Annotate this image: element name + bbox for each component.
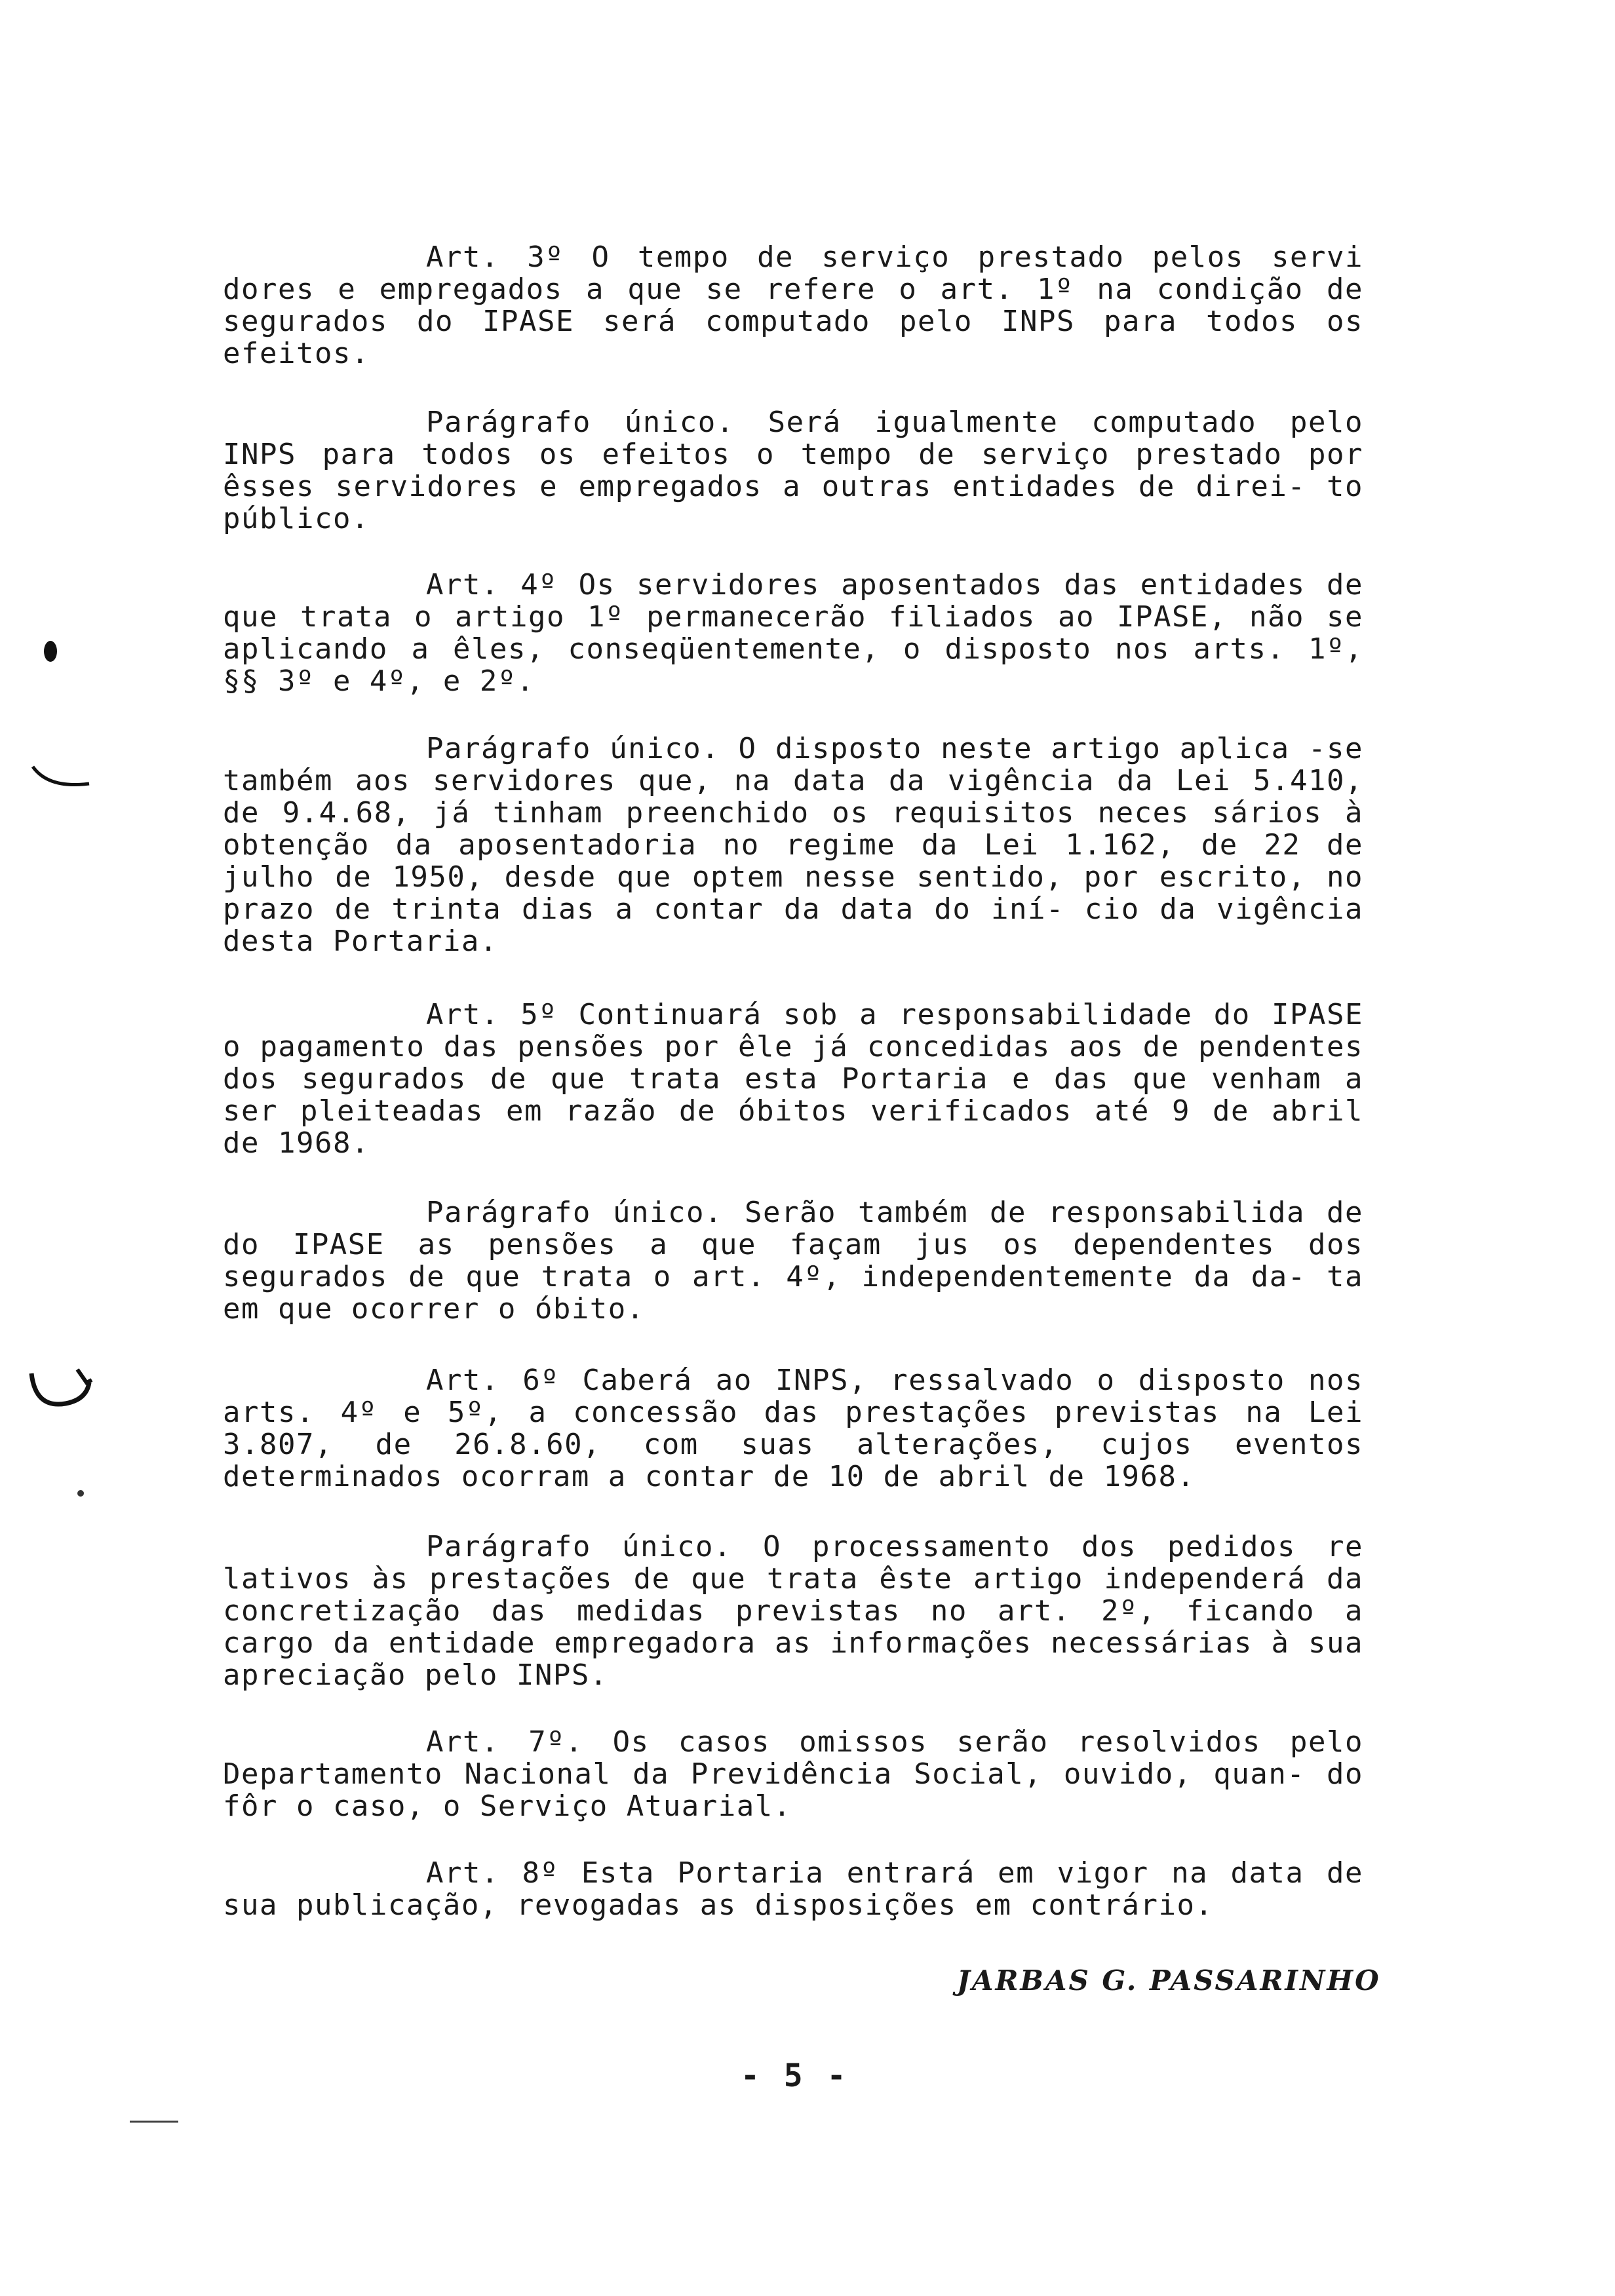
paragraph-art-4: Art. 4º Os servidores aposentados das entidades de que trata o artigo 1º permanecerão filiados ao IPASE, não se aplicando a êles, conseqüentemente, o disposto nos arts. 1º, §§ 3º e 4º, e 2º. <box>223 568 1363 698</box>
paragraph-art-6: Art. 6º Caberá ao INPS, ressalvado o disposto nos arts. 4º e 5º, a concessão das prestações previstas na Lei 3.807, de 26.8.60, com suas alterações, cujos eventos determinados ocorram a contar de 10 de abril de 1968. <box>223 1364 1363 1493</box>
page-number: - 5 - <box>741 2057 849 2094</box>
paragraph-art-5-sole: Parágrafo único. Serão também de responsabilida de do IPASE as pensões a que façam jus os dependentes dos segurados de que trata o art. 4º, independentemente da da- ta em que ocorrer o óbito. <box>223 1196 1363 1326</box>
scan-small-dot <box>76 1489 85 1498</box>
paragraph-art-5: Art. 5º Continuará sob a responsabilidade do IPASE o pagamento das pensões por êle já concedidas aos de pendentes dos segurados de que trata esta Portaria e das que venham a ser pleiteadas em razão de óbitos verificados até 9 de abril de 1968. <box>223 998 1363 1160</box>
scan-line-mark <box>128 2118 181 2126</box>
paragraph-art-4-sole: Parágrafo único. O disposto neste artigo aplica -se também aos servidores que, na data da vigência da Lei 5.410, de 9.4.68, já tinham preenchido os requisitos neces sários à obtenção da aposentadoria no regime da Lei 1.162, de 22 de julho de 1950, desde que optem nesse sentido, por escrito, no prazo de trinta dias a contar da data do iní- cio da vigência desta Portaria. <box>223 732 1364 958</box>
signature: JARBAS G. PASSARINHO <box>957 1964 1381 1997</box>
paragraph-art-3: Art. 3º O tempo de serviço prestado pelos servi dores e empregados a que se refere o art. 1º na condição de segurados do IPASE será computado pelo INPS para todos os efeitos. <box>223 240 1363 370</box>
paragraph-art-8: Art. 8º Esta Portaria entrará em vigor na data de sua publicação, revogadas as disposições em contrário. <box>223 1856 1363 1922</box>
scan-dot-mark <box>41 637 60 666</box>
scan-hole-mark <box>26 1363 98 1415</box>
paragraph-art-7: Art. 7º. Os casos omissos serão resolvidos pelo Departamento Nacional da Previdência Social, ouvido, quan- do fôr o caso, o Serviço Atuarial. <box>223 1725 1363 1823</box>
paragraph-art-3-sole: Parágrafo único. Será igualmente computado pelo INPS para todos os efeitos o tempo de serviço prestado por êsses servidores e empregados a outras entidades de direi- to público. <box>223 406 1364 535</box>
scan-curve-mark <box>29 760 94 799</box>
paragraph-art-6-sole: Parágrafo único. O processamento dos pedidos re lativos às prestações de que trata êste artigo independerá da concretização das medidas previstas no art. 2º, ficando a cargo da entidade empregadora as informações necessárias à sua apreciação pelo INPS. <box>223 1530 1364 1692</box>
